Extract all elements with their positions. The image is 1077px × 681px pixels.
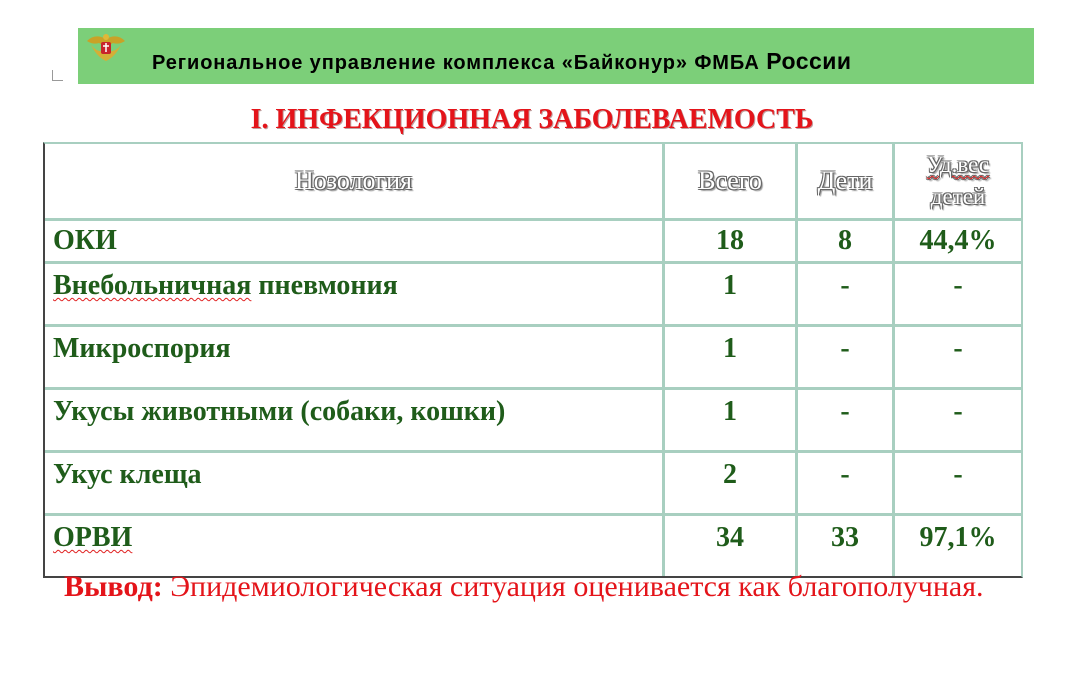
table-row <box>45 264 1021 327</box>
header-banner <box>78 28 1034 84</box>
table-row <box>45 390 1021 453</box>
row-total: 1 <box>665 264 798 327</box>
row-children: - <box>798 264 895 327</box>
corner-mark <box>52 70 63 81</box>
row-total: 1 <box>665 327 798 390</box>
row-name: Укус клеща <box>45 453 665 516</box>
table-row <box>45 327 1021 390</box>
row-children: - <box>798 390 895 453</box>
conclusion-label: Вывод: <box>64 570 163 603</box>
conclusion-text: Эпидемиологическая ситуация оценивается как благополучная. <box>170 570 984 603</box>
table-row <box>45 453 1021 516</box>
row-name-part1: Внебольничная <box>53 270 252 301</box>
header-child-share-line1: Уд.вес <box>926 152 990 177</box>
row-name: Укусы животными (собаки, кошки) <box>45 390 665 453</box>
header-child-share <box>895 144 1021 221</box>
header-child-share-line2: детей <box>930 184 986 209</box>
row-share: 97,1% <box>919 522 997 553</box>
header-title <box>152 48 1022 75</box>
incidence-table <box>43 142 1023 578</box>
row-name <box>45 264 665 327</box>
header-title-main: Региональное управление комплекса «Байконур» ФМБА <box>152 52 760 74</box>
row-name: Микроспория <box>45 327 665 390</box>
row-total: 34 <box>665 516 798 576</box>
header-children: Дети <box>798 144 895 221</box>
table-header-row <box>45 144 1021 221</box>
row-children: 8 <box>798 221 895 264</box>
row-children: - <box>798 327 895 390</box>
conclusion <box>64 566 998 608</box>
row-children: 33 <box>798 516 895 576</box>
header-total: Всего <box>665 144 798 221</box>
row-share: - <box>895 264 1021 327</box>
row-share: - <box>895 390 1021 453</box>
row-total: 2 <box>665 453 798 516</box>
table-row <box>45 221 1021 264</box>
row-total: 18 <box>665 221 798 264</box>
row-children: - <box>798 453 895 516</box>
row-total: 1 <box>665 390 798 453</box>
section-title: I. ИНФЕКЦИОННАЯ ЗАБОЛЕВАЕМОСТЬ <box>250 104 814 135</box>
fmba-emblem-icon <box>83 31 129 65</box>
row-name-text: ОРВИ <box>53 522 133 553</box>
header-title-end: России <box>766 48 852 74</box>
row-share: - <box>895 327 1021 390</box>
row-name-part2: пневмония <box>251 270 398 301</box>
header-nosology: Нозология <box>45 144 665 221</box>
row-name: ОКИ <box>45 221 665 264</box>
row-share: - <box>895 453 1021 516</box>
row-share: 44,4% <box>895 221 1021 264</box>
